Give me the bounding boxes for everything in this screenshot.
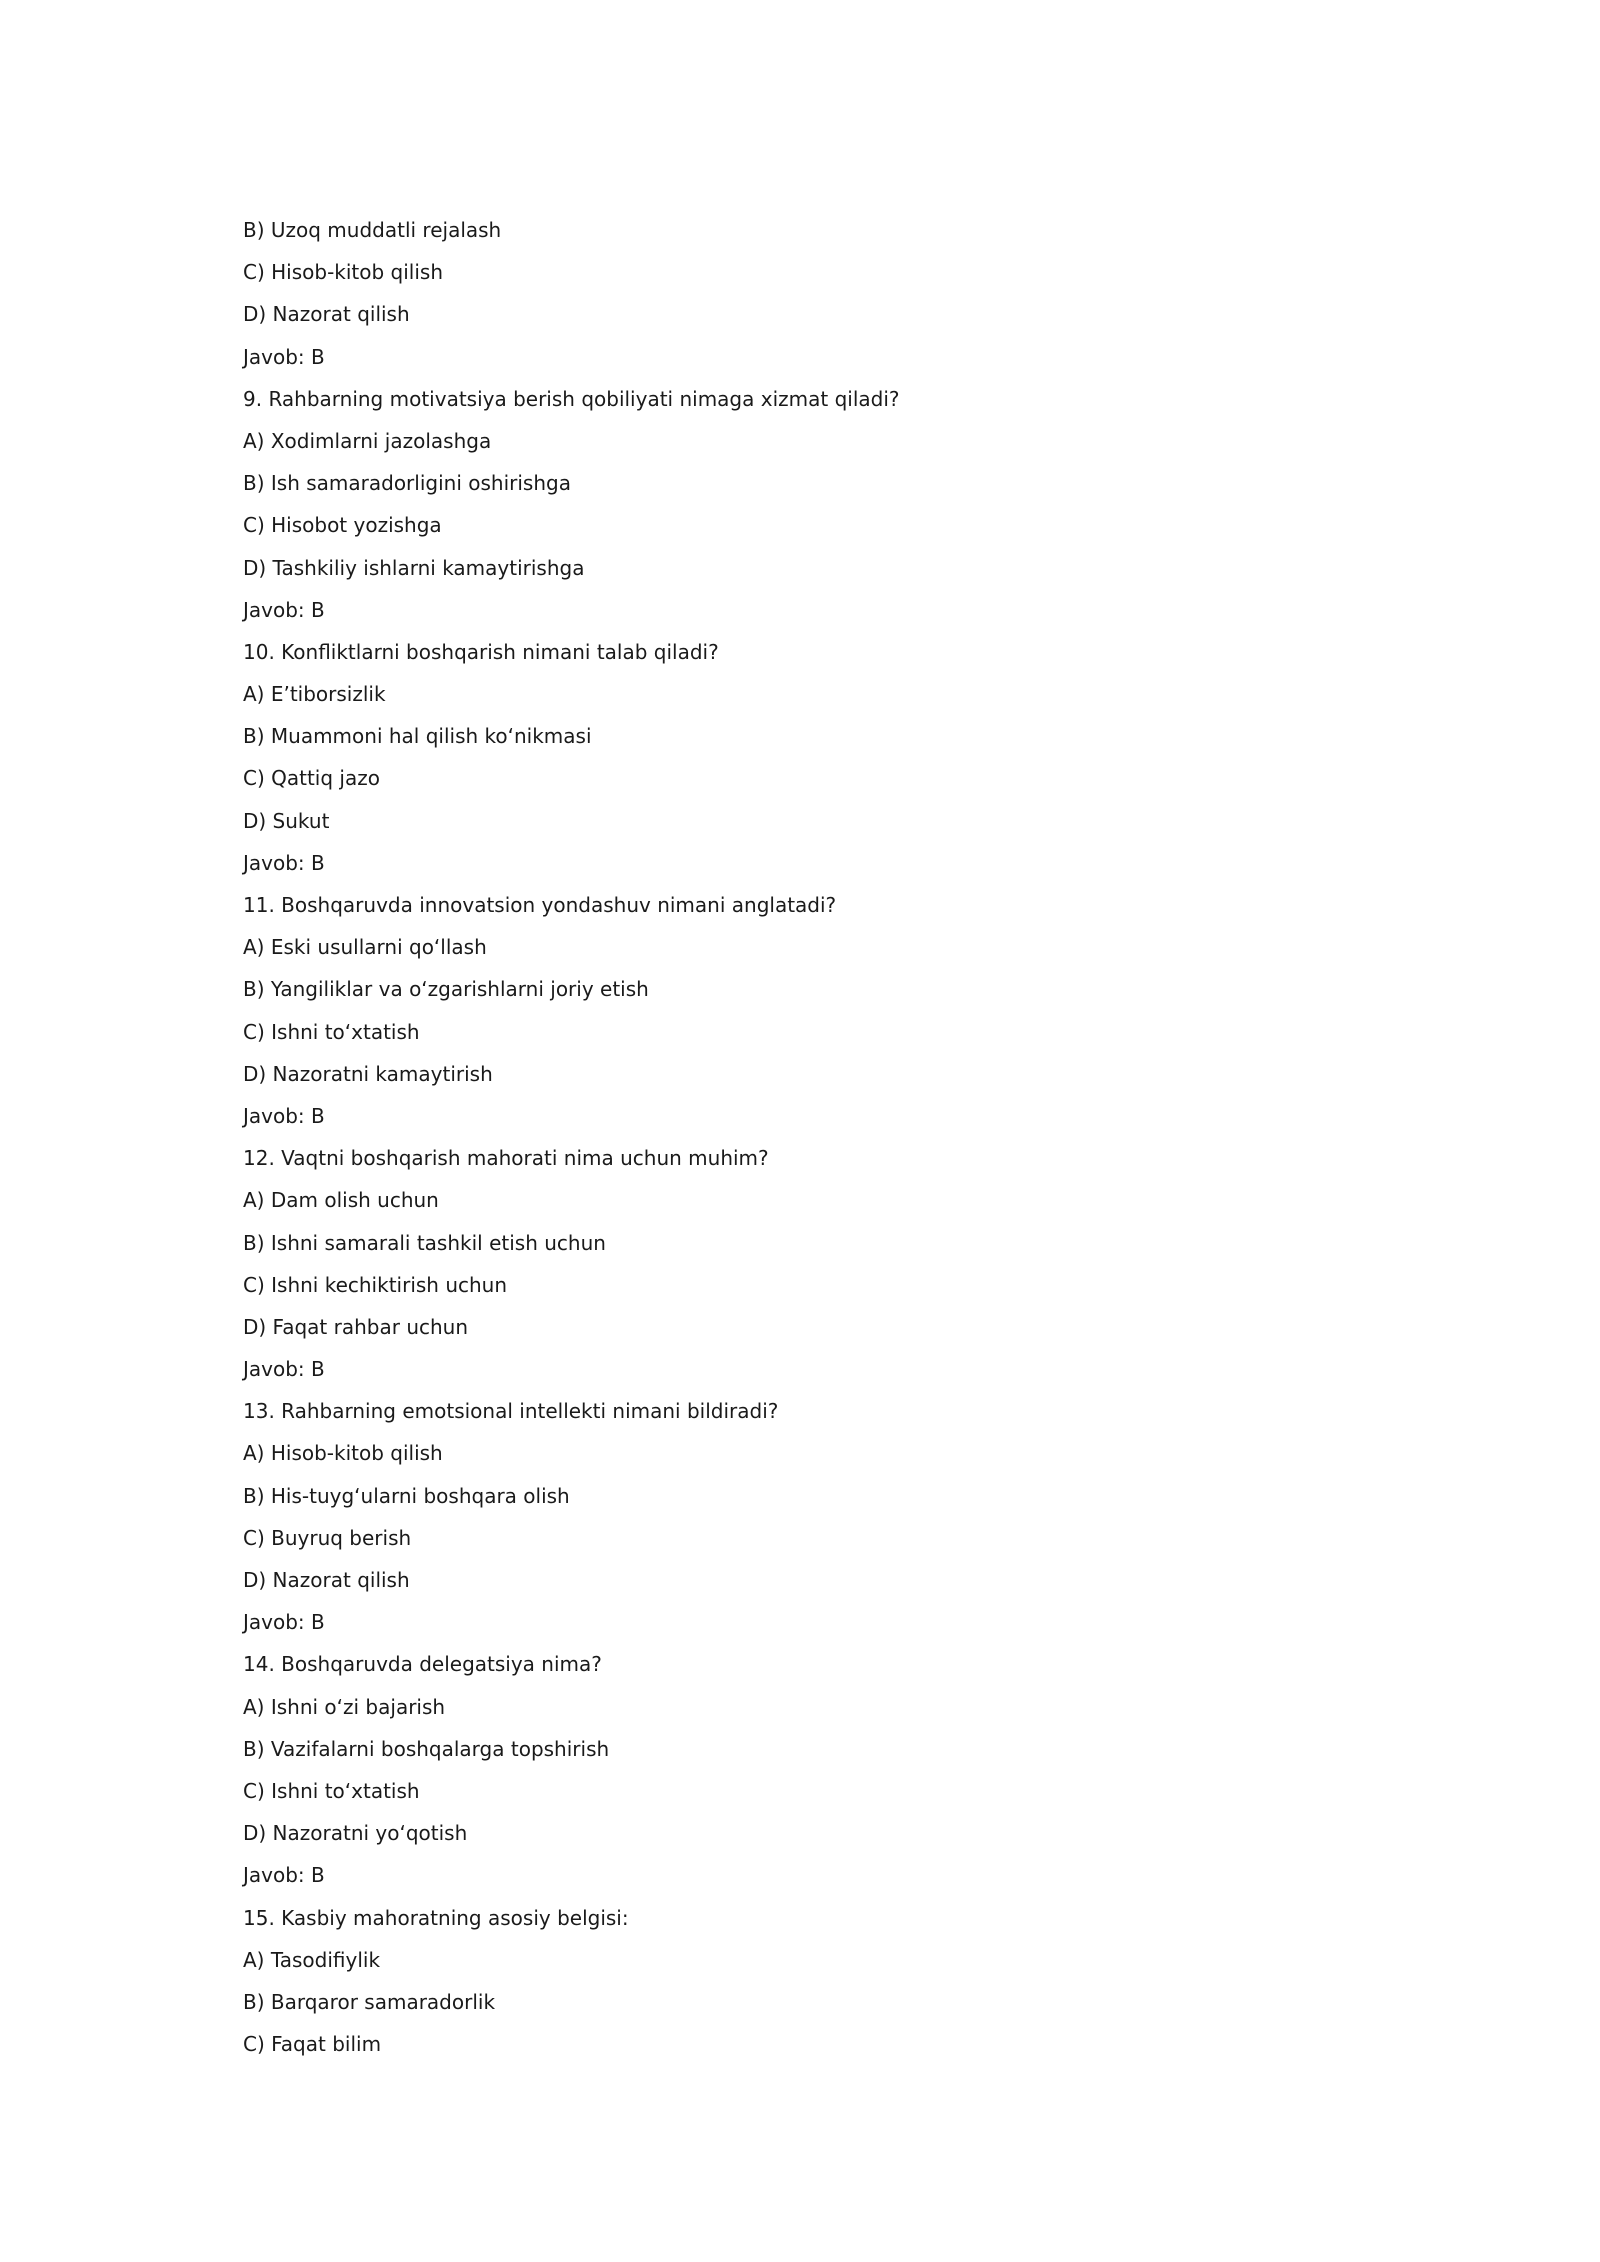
question-line: 14. Boshqaruvda delegatsiya nima?	[243, 1652, 602, 1677]
option-line: A) Eski usullarni qo‘llash	[243, 935, 487, 960]
answer-line: Javob: B	[243, 344, 325, 369]
option-line: C) Ishni to‘xtatish	[243, 1019, 420, 1044]
question-line: 11. Boshqaruvda innovatsion yondashuv nimani anglatadi?	[243, 893, 837, 917]
option-line: C) Hisob-kitob qilish	[243, 260, 444, 285]
option-line: A) Hisob-kitob qilish	[243, 1441, 443, 1466]
option-line: C) Ishni kechiktirish uchun	[243, 1272, 508, 1297]
option-line: B) Ishni samarali tashkil etish uchun	[243, 1230, 606, 1255]
option-line: D) Sukut	[243, 808, 330, 833]
option-line: B) Yangiliklar va o‘zgarishlarni joriy etish	[243, 977, 649, 1002]
option-line: A) Xodimlarni jazolashga	[243, 428, 492, 453]
question-line: 15. Kasbiy mahoratning asosiy belgisi:	[243, 1905, 629, 1930]
answer-line: Javob: B	[243, 1863, 325, 1888]
question-line: 13. Rahbarning emotsional intellekti nimani bildiradi?	[243, 1399, 779, 1424]
option-line: D) Tashkiliy ishlarni kamaytirishga	[243, 555, 585, 580]
answer-line: Javob: B	[243, 1610, 325, 1635]
option-line: B) His-tuyg‘ularni boshqara olish	[243, 1483, 570, 1508]
option-line: D) Faqat rahbar uchun	[243, 1314, 469, 1339]
answer-line: Javob: B	[243, 597, 325, 622]
option-line: A) Ishni o‘zi bajarish	[243, 1694, 446, 1719]
option-line: B) Ish samaradorligini oshirishga	[243, 471, 571, 496]
document-body	[243, 215, 1443, 2071]
option-line: B) Uzoq muddatli rejalash	[243, 218, 502, 242]
option-line: A) Tasodifiylik	[243, 1947, 381, 1972]
option-line: C) Hisobot yozishga	[243, 513, 442, 538]
answer-line: Javob: B	[243, 1357, 325, 1382]
option-line: B) Barqaror samaradorlik	[243, 1989, 496, 2014]
option-line: C) Buyruq berish	[243, 1525, 412, 1550]
option-line: D) Nazoratni yo‘qotish	[243, 1821, 468, 1846]
option-line: D) Nazoratni kamaytirish	[243, 1061, 493, 1086]
option-line: A) E’tiborsizlik	[243, 682, 386, 707]
answer-line: Javob: B	[243, 1103, 325, 1128]
option-line: A) Dam olish uchun	[243, 1188, 439, 1213]
option-line: C) Qattiq jazo	[243, 766, 380, 791]
option-line: B) Vazifalarni boshqalarga topshirish	[243, 1736, 610, 1761]
option-line: B) Muammoni hal qilish ko‘nikmasi	[243, 724, 592, 749]
option-line: D) Nazorat qilish	[243, 302, 410, 327]
question-line: 12. Vaqtni boshqarish mahorati nima uchun muhim?	[243, 1146, 769, 1171]
option-line: C) Faqat bilim	[243, 2032, 382, 2057]
option-line: C) Ishni to‘xtatish	[243, 1778, 420, 1803]
answer-line: Javob: B	[243, 850, 325, 875]
option-line: D) Nazorat qilish	[243, 1568, 410, 1592]
question-line: 9. Rahbarning motivatsiya berish qobiliyati nimaga xizmat qiladi?	[243, 386, 900, 411]
question-line: 10. Konfliktlarni boshqarish nimani talab qiladi?	[243, 639, 719, 664]
